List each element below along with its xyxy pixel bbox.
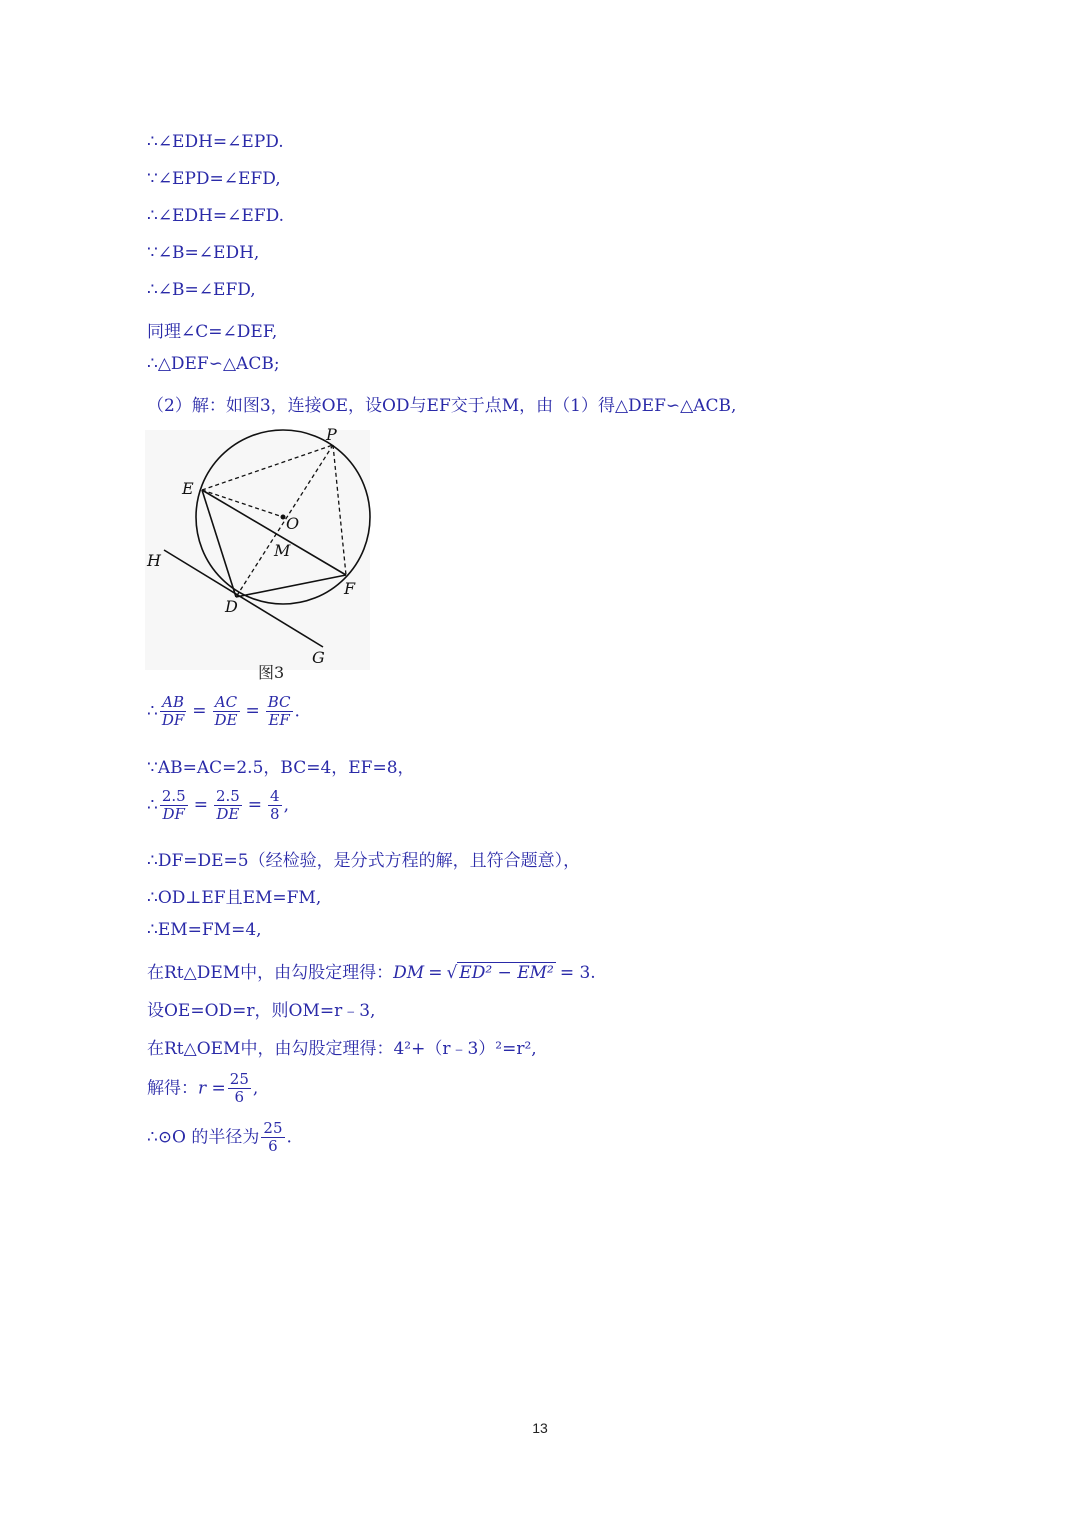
equals-sign: = [192,701,207,722]
fraction-25-6 [228,1071,251,1107]
df-de-result-line: ∴DF=DE=5（经检验，是分式方程的解，且符合题意）， [147,851,581,871]
pythagoras-dem-line [147,958,600,983]
conclusion-prefix: ∴⊙O 的半径为 [147,1127,260,1148]
fraction-denominator: DE [216,805,240,824]
given-values-line: ∵AB=AC=2.5，BC=4，EF=8， [147,758,415,778]
proof-line-1: ∴∠EDH=∠EPD. [147,132,284,152]
fraction-numerator: 25 [263,1119,283,1137]
radicand: ED² − EM² [459,963,554,983]
proof-line-7: ∴△DEF∽△ACB; [147,354,280,374]
fraction-numerator: BC [267,693,291,711]
therefore-symbol: ∴ [147,795,158,816]
figure-caption: 图3 [258,663,285,682]
fraction-denominator: DF [161,711,185,730]
label-f: F [344,579,356,598]
proof-line-2: ∵∠EPD=∠EFD, [147,169,281,189]
fraction-denominator: EF [268,711,290,730]
ratio-line-2 [147,788,289,824]
fraction-numerator: AC [213,694,240,712]
em-fm-line: ∴EM=FM=4, [147,920,262,940]
fraction-numerator: AB [160,694,186,712]
comma: , [252,1078,259,1099]
fraction-denominator: 6 [268,1137,278,1156]
center-point-o [281,515,286,520]
period: . [286,1127,292,1148]
sqrt-sign: √ [446,963,458,983]
label-e: E [182,479,194,498]
fraction-25-df [160,788,188,824]
fraction-numerator: 2.5 [161,787,186,805]
pythagoras-prefix: 在Rt△DEM中，由勾股定理得： [147,963,394,983]
equals-sign: = [245,701,260,722]
fraction-bc-ef [266,694,293,730]
fraction-denominator: 8 [270,805,280,824]
figure-background [145,430,370,670]
label-m: M [274,541,291,560]
equals-sign: = [428,963,443,983]
ratio-line-1 [147,694,300,730]
fraction-ac-de [213,694,240,730]
period: . [294,701,300,722]
label-h: H [147,551,161,570]
fraction-denominator: DE [214,711,238,730]
conclusion-line [147,1120,292,1156]
geometry-figure [140,420,380,690]
pythagoras-oem-line: 在Rt△OEM中，由勾股定理得：4²+（r﹣3）²=r², [147,1039,537,1059]
r-equals: r = [198,1078,226,1099]
page-number: 13 [532,1420,548,1436]
comma: , [283,795,289,816]
label-p: P [326,425,337,444]
fraction-25-6 [261,1120,284,1156]
fraction-25-de [214,788,242,824]
therefore-symbol: ∴ [147,701,158,722]
set-radius-line: 设OE=OD=r，则OM=r﹣3, [147,1001,376,1021]
solve-prefix: 解得： [147,1078,198,1099]
fraction-denominator: DF [162,805,185,824]
proof-line-5: ∴∠B=∠EFD, [147,280,256,300]
proof-line-6: 同理∠C=∠DEF, [147,322,278,342]
result: = 3. [559,963,596,983]
dm-symbol: DM [393,963,425,983]
fraction-numerator: 2.5 [215,787,240,805]
fraction-ab-df [160,694,186,730]
label-o: O [286,514,300,533]
fraction-numerator: 4 [270,787,280,805]
circle-diagram [140,420,380,670]
proof-line-4: ∵∠B=∠EDH, [147,243,260,263]
equals-sign: = [247,795,263,816]
equals-sign: = [193,795,208,816]
part2-intro: （2）解：如图3，连接OE，设OD与EF交于点M，由（1）得△DEF∽△ACB, [147,396,737,416]
fraction-4-8 [268,788,282,824]
fraction-denominator: 6 [234,1088,245,1107]
label-d: D [225,597,238,616]
solve-line [147,1071,258,1107]
fraction-numerator: 25 [229,1070,249,1088]
label-g: G [312,648,325,667]
perpendicular-line: ∴OD⊥EF且EM=FM, [147,888,322,908]
proof-line-3: ∴∠EDH=∠EFD. [147,206,285,226]
